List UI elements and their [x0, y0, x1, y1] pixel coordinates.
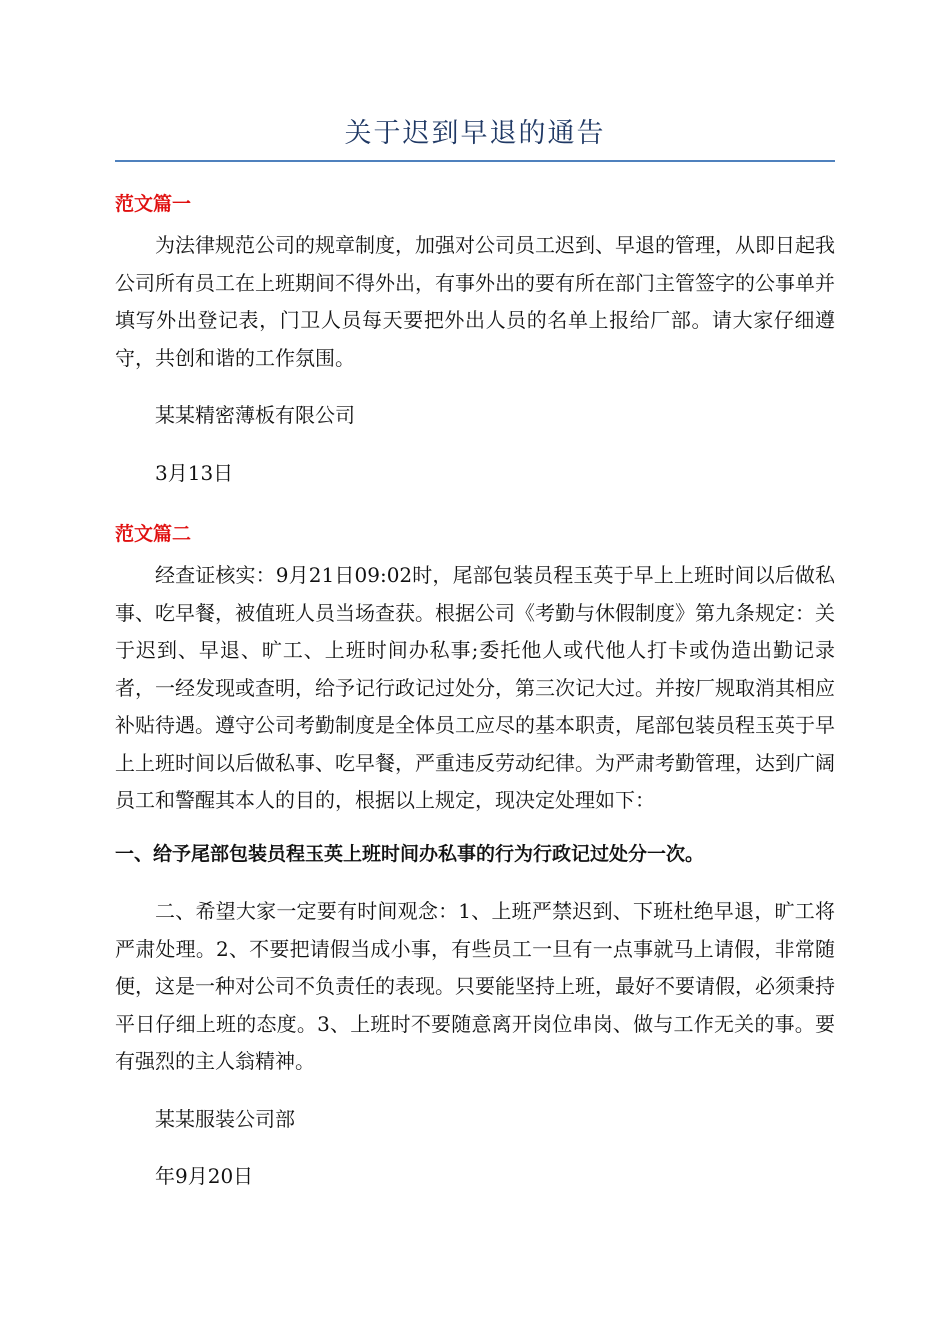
- section-heading-1: 范文篇一: [115, 193, 192, 215]
- section-1-body: 为法律规范公司的规章制度，加强对公司员工迟到、早退的管理，从即日起我公司所有员工在上班期间不得外出，有事外出的要有所在部门主管签字的公事单并填写外出登记表，门卫人员每天要把外出人员的名单上报给厂部。请大家仔细遵守，共创和谐的工作氛围。: [115, 233, 835, 370]
- section-2-item-1: 一、给予尾部包装员程玉英上班时间办私事的行为行政记过处分一次。: [115, 842, 705, 865]
- document-title: 关于迟到早退的通告: [344, 118, 606, 149]
- section-2-item-2: 二、希望大家一定要有时间观念：1、上班严禁迟到、下班杜绝早退，旷工将严肃处理。2、不要把请假当成小事，有些员工一旦有一点事就马上请假，非常随便，这是一种对公司不负责任的表现。只要能坚持上班，最好不要请假，必须秉持平日仔细上班的态度。3、上班时不要随意离开岗位串岗、做与工作无关的事。要有强烈的主人翁精神。: [115, 899, 835, 1073]
- section-1-signature: 某某精密薄板有限公司: [155, 403, 355, 427]
- section-heading-2: 范文篇二: [115, 523, 192, 545]
- section-2-date: 年9月20日: [155, 1164, 254, 1188]
- section-1-date: 3月13日: [155, 460, 234, 485]
- title-divider: [115, 160, 835, 162]
- document-page: [115, 110, 835, 1196]
- section-2-signature: 某某服装公司部: [155, 1106, 295, 1131]
- section-2-body: 经查证核实：9月21日09:02时，尾部包装员程玉英于早上上班时间以后做私事、吃早餐，被值班人员当场查获。根据公司《考勤与休假制度》第九条规定：关于迟到、早退、旷工、上班时间办私事;委托他人或代他人打卡或伪造出勤记录者，一经发现或查明，给予记行政记过处分，第三次记大过。并按厂规取消其相应补贴待遇。遵守公司考勤制度是全体员工应尽的基本职责，尾部包装员程玉英于早上上班时间以后做私事、吃早餐，严重违反劳动纪律。为严肃考勤管理，达到广阔员工和警醒其本人的目的，根据以上规定，现决定处理如下：: [115, 563, 835, 812]
